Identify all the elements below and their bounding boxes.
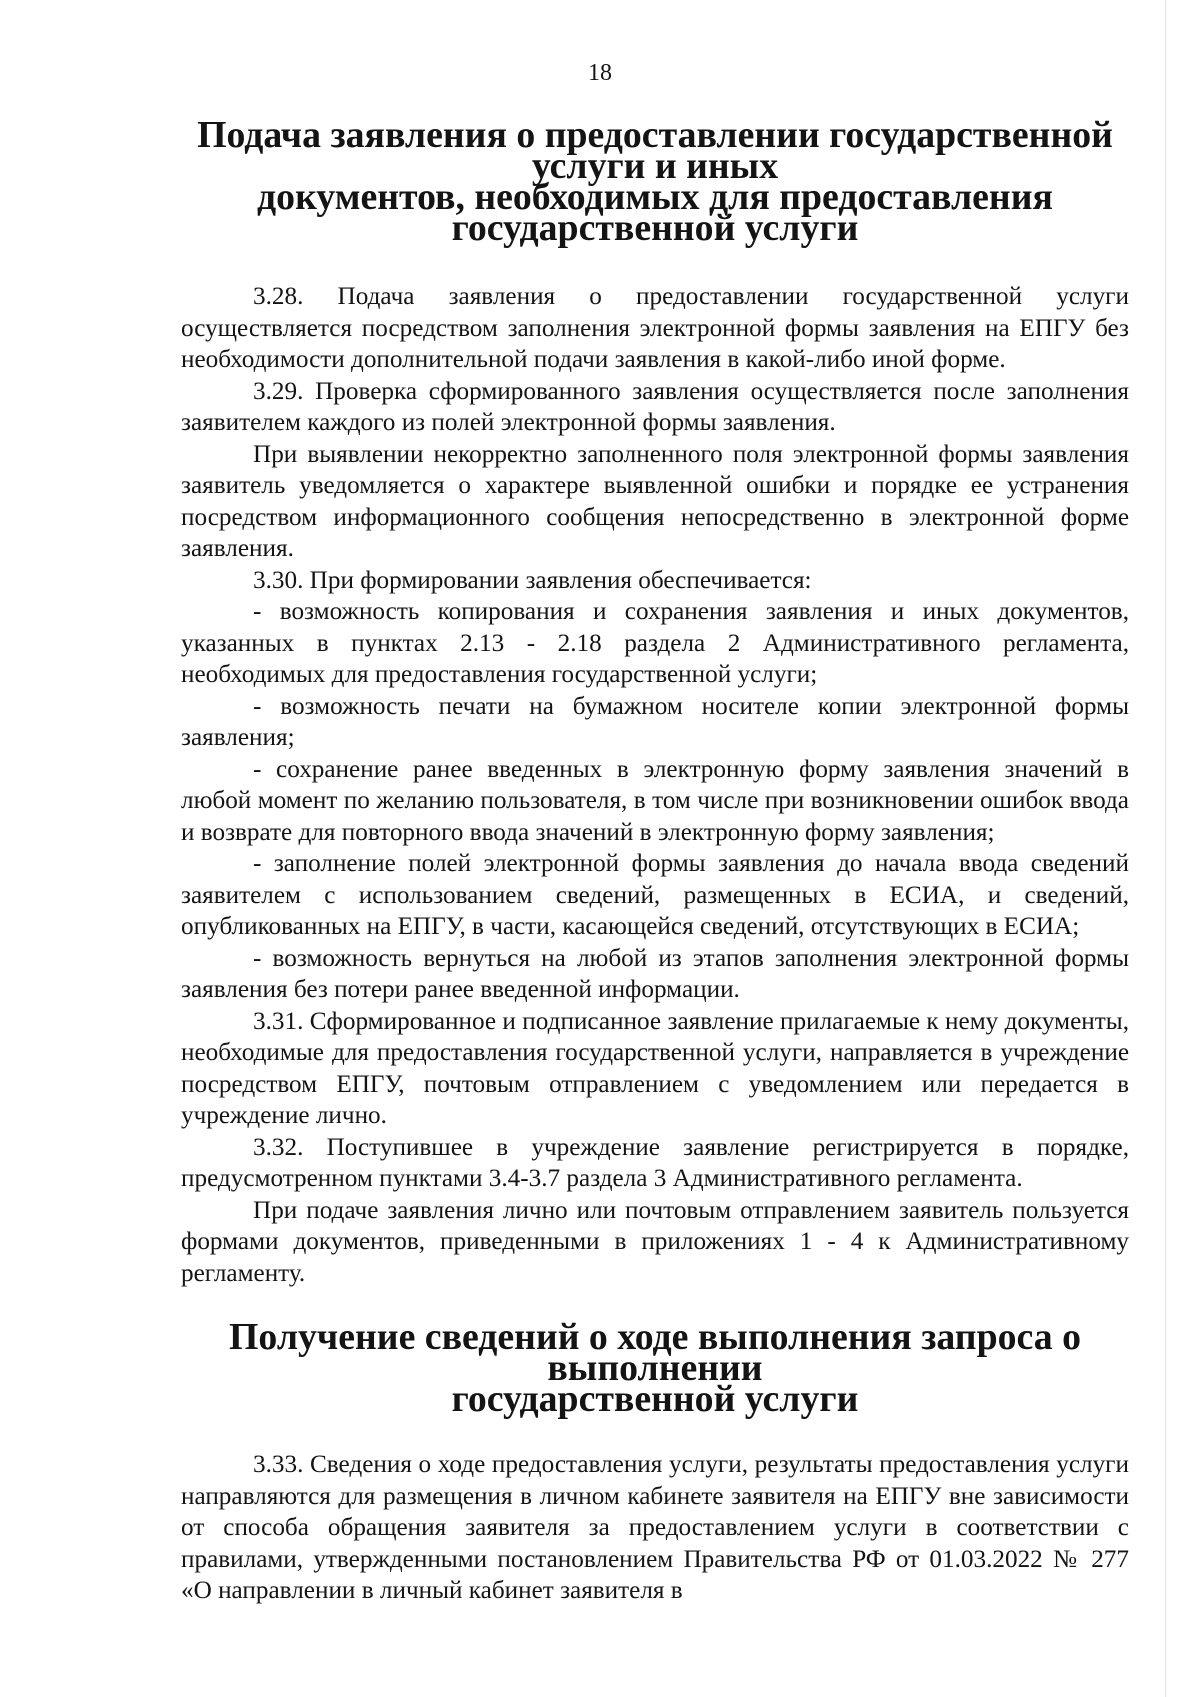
paragraph-error-notice: При выявлении некорректно заполненного поля электронной формы заявления заявитель уведомляется о характере выявленной ошибки и порядке ее устранения посредством информационного сообщения непосредственно в электронной форме заявления. [181,440,1129,562]
paragraph-3-29: 3.29. Проверка сформированного заявления осуществляется после заполнения заявителем каждого из полей электронной формы заявления. [181,377,1129,436]
list-item-return-step: - возможность вернуться на любой из этапов заполнения электронной формы заявления без потери ранее введенной информации. [181,944,1129,1003]
heading-line: Подача заявления о предоставлении государственной услуги и иных [197,114,1113,187]
heading-line: Получение сведений о ходе выполнения запроса о выполнении [229,1316,1081,1389]
paragraph-3-33: 3.33. Сведения о ходе предоставления услуги, результаты предоставления услуги направляются для размещения в личном кабинете заявителя на ЕПГУ вне зависимости от способа обращения заявителя за предоставлением услуги в соответствии с правилами, утвержденными постановлением Правительства РФ от 01.03.2022 № 277 «О направлении в личный кабинет заявителя в [181,1451,1129,1604]
list-item-copy-save: - возможность копирования и сохранения заявления и иных документов, указанных в пунктах 2.13 - 2.18 раздела 2 Административного регламента, необходимых для предоставления государственной услуги; [181,598,1129,688]
list-item-print: - возможность печати на бумажном носителе копии электронной формы заявления; [181,692,1129,751]
paragraph-3-30: 3.30. При формировании заявления обеспечивается: [253,566,812,594]
heading-line: документов, необходимых для предоставления [257,176,1053,218]
section-heading-application-submission [181,114,1129,249]
section-heading-progress-info [181,1316,1129,1420]
list-item-autofill: - заполнение полей электронной формы заявления до начала ввода сведений заявителем с использованием сведений, размещенных в ЕСИА, и сведений, опубликованных на ЕПГУ, в части, касающейся сведений, отсутствующих в ЕСИА; [181,850,1129,940]
paragraph-3-32: 3.32. Поступившее в учреждение заявление регистрируется в порядке, предусмотренном пунктами 3.4-3.7 раздела 3 Административного регламента. [181,1133,1129,1192]
heading-line: государственной услуги [451,207,859,249]
document-body [181,114,1129,1607]
paragraph-forms-appendix: При подаче заявления лично или почтовым отправлением заявитель пользуется формами документов, приведенными в приложениях 1 - 4 к Административному регламенту. [181,1196,1129,1287]
page-edge-line [1165,0,1166,1697]
page-number: 18 [588,60,612,86]
list-item-save-values: - сохранение ранее введенных в электронную форму заявления значений в любой момент по желанию пользователя, в том числе при возникновении ошибок ввода и возврате для повторного ввода значений в электронную форму заявления; [181,755,1129,846]
paragraph-3-31: 3.31. Сформированное и подписанное заявление прилагаемые к нему документы, необходимые для предоставления государственной услуги, направляется в учреждение посредством ЕПГУ, почтовым отправлением с уведомлением или передается в учреждение лично. [181,1007,1129,1129]
heading-line: государственной услуги [451,1378,859,1420]
paragraph-3-28: 3.28. Подача заявления о предоставлении государственной услуги осуществляется посредством заполнения электронной формы заявления на ЕПГУ без необходимости дополнительной подачи заявления в какой-либо иной форме. [181,283,1129,373]
